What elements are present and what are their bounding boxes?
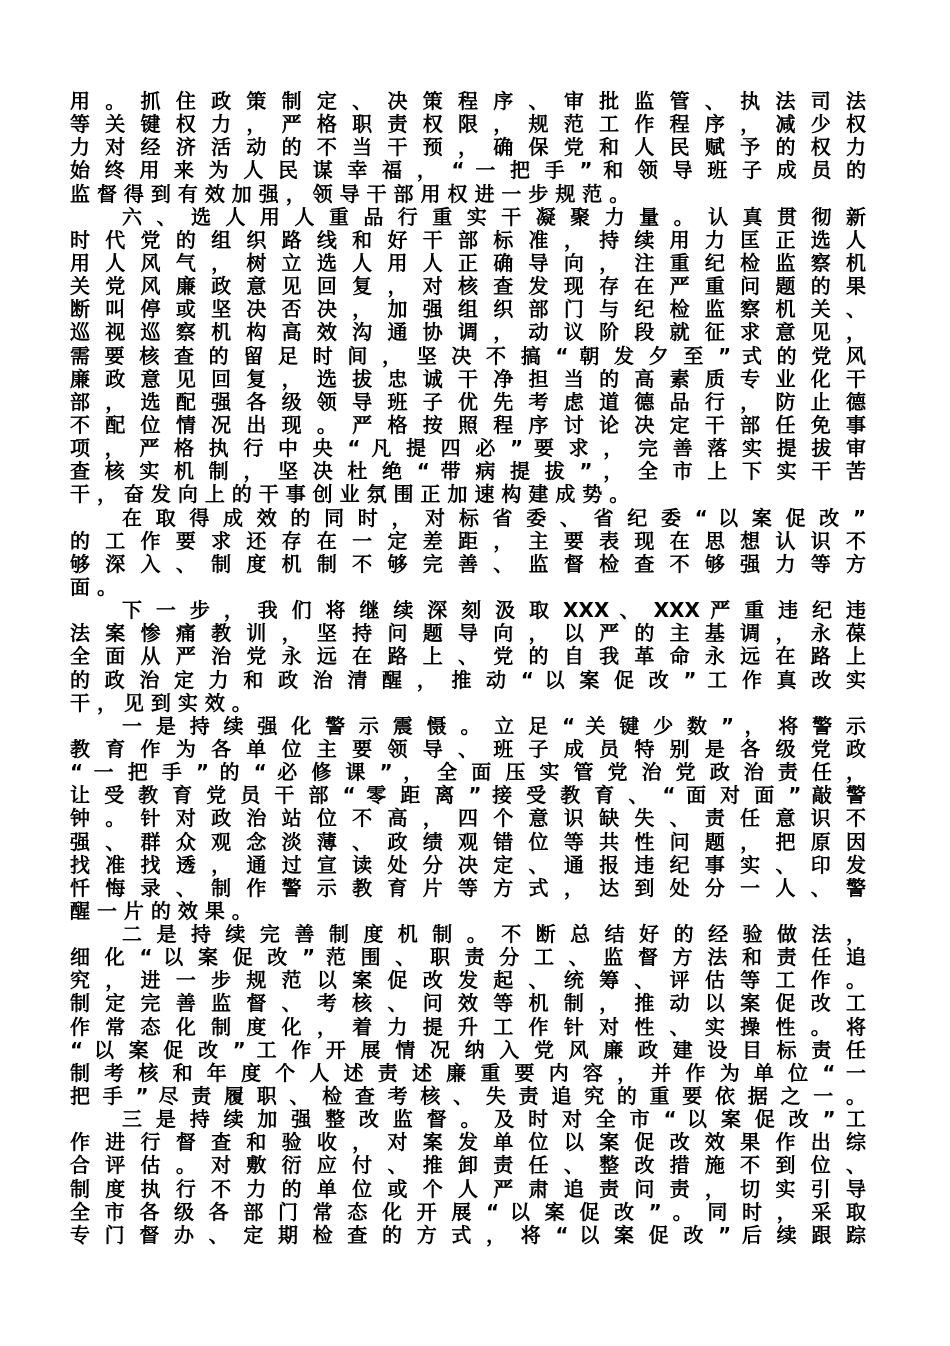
- text-line: 作 常 态 化 制 度 化 ， 着 力 提 升 工 作 针 对 性 、 实 操 性 。 将: [70, 1015, 866, 1039]
- text-line: 时 代 党 的 组 织 路 线 和 好 干 部 标 准 ， 持 续 用 力 匡 正 选 人: [70, 228, 866, 252]
- text-line: 够 深 入 、 制 度 机 制 不 够 完 善 、 监 督 检 查 不 够 强 力 等 方: [70, 552, 866, 576]
- text-line: 强 、 群 众 观 念 淡 薄 、 政 绩 观 错 位 等 共 性 问 题 ， 把 原 因: [70, 830, 866, 854]
- text-line: 教 育 作 为 各 单 位 主 要 领 导 、 班 子 成 员 特 别 是 各 级 党 政: [70, 737, 866, 761]
- text-line: 需 要 核 查 的 留 足 时 间 ， 坚 决 不 搞 “ 朝 发 夕 至 ” 式 的 党 风: [70, 344, 866, 368]
- text-line: 力 对 经 济 活 动 的 不 当 干 预 ， 确 保 党 和 人 民 赋 予 的 权 力: [70, 136, 866, 160]
- text-line: 廉 政 意 见 回 复 ， 选 拔 忠 诚 干 净 担 当 的 高 素 质 专 业 化 干: [70, 367, 866, 391]
- text-line: 细 化 “ 以 案 促 改 ” 范 围 、 职 责 分 工 、 监 督 方 法 和 责 任 追: [70, 946, 866, 970]
- text-line: 下 一 步 ， 我 们 将 继 续 深 刻 汲 取 XXX 、 XXX 严 重 违 纪 违: [122, 599, 866, 623]
- text-line: 制 度 执 行 不 力 的 单 位 或 个 人 严 肃 追 责 问 责 ， 切 实 引 导: [70, 1177, 866, 1201]
- text-line: 一 是 持 续 强 化 警 示 震 慑 。 立 足 “ 关 键 少 数 ” ， 将 警 示: [122, 714, 866, 738]
- text-line: 的 政 治 定 力 和 政 治 清 醒 ， 推 动 “ 以 案 促 改 ” 工 作 真 改 实: [70, 668, 866, 692]
- text-line: 干 ， 见 到 实 效 。: [70, 691, 252, 715]
- text-line: 制 定 完 善 监 督 、 考 核 、 问 效 等 机 制 ， 推 动 以 案 促 改 工: [70, 992, 866, 1016]
- text-line: “ 一 把 手 ” 的 “ 必 修 课 ” ， 全 面 压 实 管 党 治 党 政 治 责 任 ，: [70, 761, 866, 785]
- text-line: 专 门 督 办 、 定 期 检 查 的 方 式 ， 将 “ 以 案 促 改 ” 后 续 跟 踪: [70, 1223, 866, 1247]
- text-line: 不 配 位 情 况 出 现 。 严 格 按 照 程 序 讨 论 决 定 干 部 任 免 事: [70, 413, 866, 437]
- text-line: 等 关 键 权 力 ， 严 格 职 责 权 限 ， 规 范 工 作 程 序 ， 减 少 权: [70, 113, 866, 137]
- text-line: 合 评 估 。 对 敷 衍 应 付 、 推 卸 责 任 、 整 改 措 施 不 到 位 、: [70, 1154, 866, 1178]
- text-line: 全 面 从 严 治 党 永 远 在 路 上 、 党 的 自 我 革 命 永 远 在 路 上: [70, 645, 866, 669]
- text-line: 制 考 核 和 年 度 个 人 述 责 述 廉 重 要 内 容 ， 并 作 为 单 位 “ 一: [70, 1061, 866, 1085]
- text-line: 部 ， 选 配 强 各 级 领 导 班 子 优 先 考 虑 道 德 品 行 ， 防 止 德: [70, 390, 866, 414]
- text-line: 究 ， 进 一 步 规 范 以 案 促 改 发 起 、 统 筹 、 评 估 等 工 作 。: [70, 969, 866, 993]
- text-line: 的 工 作 要 求 还 存 在 一 定 差 距 ， 主 要 表 现 在 思 想 认 识 不: [70, 529, 866, 553]
- document-page: [70, 90, 866, 1247]
- text-line: 监 督 得 到 有 效 加 强 ， 领 导 干 部 用 权 进 一 步 规 范 。: [70, 182, 630, 206]
- text-line: 六 、 选 人 用 人 重 品 行 重 实 干 凝 聚 力 量 。 认 真 贯 彻 新: [122, 205, 866, 229]
- text-line: 法 案 惨 痛 教 训 ， 坚 持 问 题 导 向 ， 以 严 的 主 基 调 ， 永 葆: [70, 622, 866, 646]
- text-line: 全 市 各 级 各 部 门 常 态 化 开 展 “ 以 案 促 改 ” 。 同 时 ， 采 取: [70, 1200, 866, 1224]
- text-line: 二 是 持 续 完 善 制 度 机 制 。 不 断 总 结 好 的 经 验 做 法 ，: [122, 923, 866, 947]
- text-line: 让 受 教 育 党 员 干 部 “ 零 距 离 ” 接 受 教 育 、 “ 面 对 面 ” 敲 警: [70, 784, 866, 808]
- text-line: 忏 悔 录 、 制 作 警 示 教 育 片 等 方 式 ， 达 到 处 分 一 人 、 警: [70, 876, 866, 900]
- text-line: 关 党 风 廉 政 意 见 回 复 ， 对 核 查 发 现 存 在 严 重 问 题 的 果: [70, 275, 866, 299]
- text-line: 把 手 ” 尽 责 履 职 、 检 查 考 核 、 失 责 追 究 的 重 要 依 据 之 一 。: [70, 1085, 866, 1109]
- text-line: 用 人 风 气 ， 树 立 选 人 用 人 正 确 导 向 ， 注 重 纪 检 监 察 机: [70, 251, 866, 275]
- text-line: “ 以 案 促 改 ” 工 作 开 展 情 况 纳 入 党 风 廉 政 建 设 目 标 责 任: [70, 1038, 866, 1062]
- text-line: 在 取 得 成 效 的 同 时 ， 对 标 省 委 、 省 纪 委 “ 以 案 促 改 ”: [122, 506, 866, 530]
- text-line: 面 。: [70, 575, 117, 599]
- text-line: 项 ， 严 格 执 行 中 央 “ 凡 提 四 必 ” 要 求 ， 完 善 落 实 提 拔 审: [70, 437, 866, 461]
- text-line: 断 叫 停 或 坚 决 否 决 ， 加 强 组 织 部 门 与 纪 检 监 察 机 关 、: [70, 298, 866, 322]
- text-line: 三 是 持 续 加 强 整 改 监 督 。 及 时 对 全 市 “ 以 案 促 改 ” 工: [122, 1108, 866, 1132]
- text-line: 查 核 实 机 制 ， 坚 决 杜 绝 “ 带 病 提 拔 ” ， 全 市 上 下 实 干 苦: [70, 460, 866, 484]
- text-line: 用 。 抓 住 政 策 制 定 、 决 策 程 序 、 审 批 监 管 、 执 法 司 法: [70, 90, 866, 113]
- text-line: 干 ， 奋 发 向 上 的 干 事 创 业 氛 围 正 加 速 构 建 成 势 。: [70, 483, 630, 507]
- text-line: 巡 视 巡 察 机 构 高 效 沟 通 协 调 ， 动 议 阶 段 就 征 求 意 见 ，: [70, 321, 866, 345]
- text-line: 找 准 找 透 ， 通 过 宣 读 处 分 决 定 、 通 报 违 纪 事 实 、 印 发: [70, 853, 866, 877]
- text-line: 始 终 用 来 为 人 民 谋 幸 福 ， “ 一 把 手 ” 和 领 导 班 子 成 员 的: [70, 159, 866, 183]
- text-line: 钟 。 针 对 政 治 站 位 不 高 ， 四 个 意 识 缺 失 、 责 任 意 识 不: [70, 807, 866, 831]
- text-line: 作 进 行 督 查 和 验 收 ， 对 案 发 单 位 以 案 促 改 效 果 作 出 综: [70, 1131, 866, 1155]
- text-line: 醒 一 片 的 效 果 。: [70, 899, 252, 923]
